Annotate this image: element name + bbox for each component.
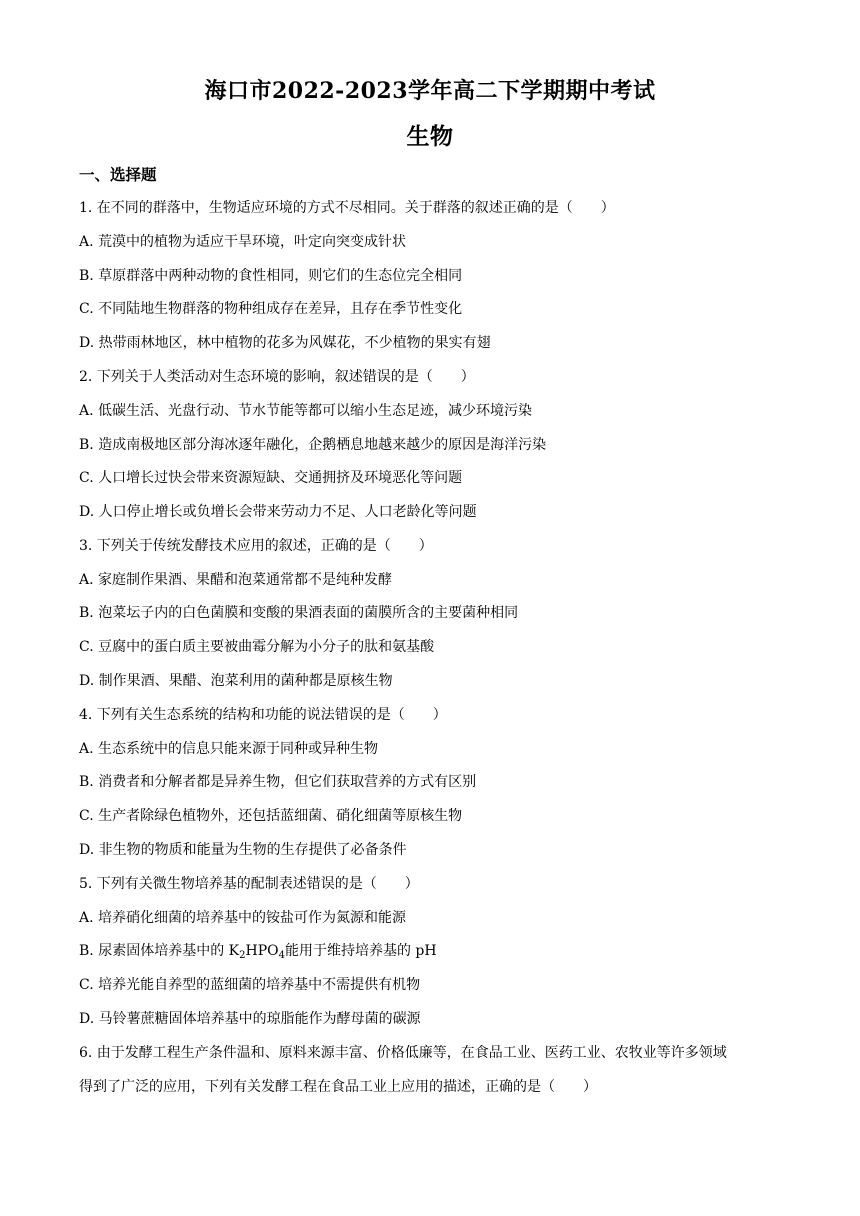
question-1-option-a: A. 荒漠中的植物为适应干旱环境，叶定向突变成针状 <box>79 234 407 250</box>
question-3-option-c: C. 豆腐中的蛋白质主要被曲霉分解为小分子的肽和氨基酸 <box>79 639 435 655</box>
question-1-option-b: B. 草原群落中两种动物的食性相同，则它们的生态位完全相同 <box>79 268 463 284</box>
question-6-stem-line-2: 得到了广泛的应用，下列有关发酵工程在食品工业上应用的描述，正确的是（ ） <box>79 1079 597 1095</box>
question-4-option-a: A. 生态系统中的信息只能来源于同种或异种生物 <box>79 741 379 757</box>
question-5-option-a: A. 培养硝化细菌的培养基中的铵盐可作为氮源和能源 <box>79 910 407 926</box>
question-2-option-b: B. 造成南极地区部分海冰逐年融化，企鹅栖息地越来越少的原因是海洋污染 <box>79 437 547 453</box>
question-1-stem: 1. 在不同的群落中，生物适应环境的方式不尽相同。关于群落的叙述正确的是（ ） <box>79 200 615 216</box>
subject-title: 生物 <box>406 123 454 150</box>
question-3-option-a: A. 家庭制作果酒、果醋和泡菜通常都不是纯种发酵 <box>79 572 393 588</box>
question-3-option-b: B. 泡菜坛子内的白色菌膜和变酸的果酒表面的菌膜所含的主要菌种相同 <box>79 605 519 621</box>
question-4-option-c: C. 生产者除绿色植物外，还包括蓝细菌、硝化细菌等原核生物 <box>79 808 463 824</box>
question-5-stem: 5. 下列有关微生物培养基的配制表述错误的是（ ） <box>79 876 419 892</box>
question-4-stem: 4. 下列有关生态系统的结构和功能的说法错误的是（ ） <box>79 707 447 723</box>
question-5-option-d: D. 马铃薯蔗糖固体培养基中的琼脂能作为酵母菌的碳源 <box>79 1011 421 1027</box>
question-3-stem: 3. 下列关于传统发酵技术应用的叙述，正确的是（ ） <box>79 538 433 554</box>
question-5-option-b: B. 尿素固体培养基中的 $K_2HPO_4$能用于维持培养基的 pH <box>79 943 437 961</box>
question-4-option-b: B. 消费者和分解者都是异养生物，但它们获取营养的方式有区别 <box>79 774 477 790</box>
question-4-option-d: D. 非生物的物质和能量为生物的生存提供了必备条件 <box>79 842 407 858</box>
section-heading: 一、选择题 <box>79 165 157 184</box>
question-1-option-d: D. 热带雨林地区，林中植物的花多为风媒花，不少植物的果实有翅 <box>79 335 491 351</box>
question-2-option-d: D. 人口停止增长或负增长会带来劳动力不足、人口老龄化等问题 <box>79 504 477 520</box>
question-6-stem-line-1: 6. 由于发酵工程生产条件温和、原料来源丰富、价格低廉等，在食品工业、医药工业、农牧业等许多领域 <box>79 1045 727 1061</box>
question-2-stem: 2. 下列关于人类活动对生态环境的影响，叙述错误的是（ ） <box>79 369 475 385</box>
question-2-option-c: C. 人口增长过快会带来资源短缺、交通拥挤及环境恶化等问题 <box>79 470 463 486</box>
exam-title: 海口市2022-2023学年高二下学期期中考试 <box>204 78 656 104</box>
question-5-option-c: C. 培养光能自养型的蓝细菌的培养基中不需提供有机物 <box>79 977 421 993</box>
question-2-option-a: A. 低碳生活、光盘行动、节水节能等都可以缩小生态足迹，减少环境污染 <box>79 403 533 419</box>
question-3-option-d: D. 制作果酒、果醋、泡菜利用的菌种都是原核生物 <box>79 673 393 689</box>
question-1-option-c: C. 不同陆地生物群落的物种组成存在差异，且存在季节性变化 <box>79 301 463 317</box>
